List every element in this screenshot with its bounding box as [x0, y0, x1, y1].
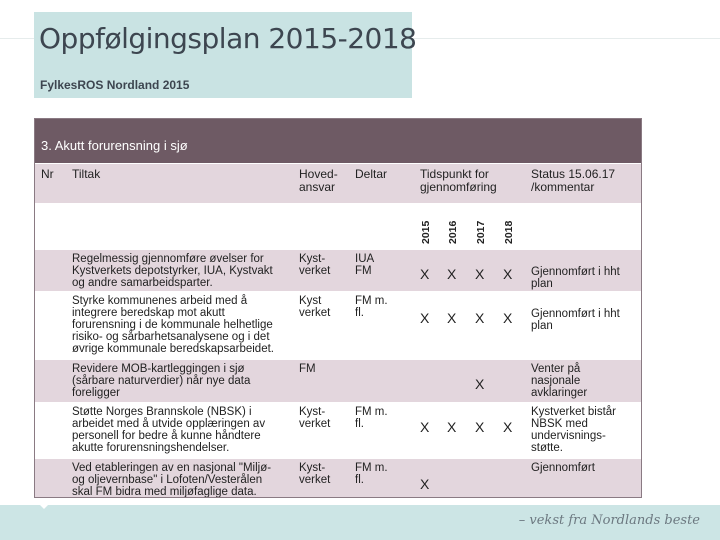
hovedansvar-text: Kyst- verket	[299, 253, 331, 277]
status-text: Gjennomført i hht plan	[531, 308, 620, 332]
tiltak-text: Styrke kommunenes arbeid med å integrere beredskap mot akutt forurensning i de kommunale helhetlige risiko- og sårbarhetsanalysene og i det øvrige kommunale beredskapsarbeidet.	[72, 295, 274, 355]
status-text: Gjennomført	[531, 462, 595, 474]
year-label: 2018	[503, 220, 515, 244]
col-header-status: Status 15.06.17 /kommentar	[531, 167, 616, 194]
deltar-text: FM m. fl.	[355, 295, 388, 319]
follow-up-table	[34, 118, 642, 498]
year-mark: X	[447, 419, 457, 435]
table-row	[35, 359, 641, 402]
year-mark: X	[420, 310, 430, 326]
year-mark: X	[475, 310, 485, 326]
section-title: 3. Akutt forurensning i sjø	[41, 138, 188, 153]
col-header-hovedansvar: Hoved- ansvar	[299, 167, 338, 194]
deltar-text: FM m. fl.	[355, 406, 388, 430]
table-row	[35, 402, 641, 458]
hovedansvar-text: FM	[299, 363, 316, 375]
page-subtitle: FylkesROS Nordland 2015	[40, 78, 190, 92]
table-row	[35, 291, 641, 359]
hovedansvar-text: Kyst- verket	[299, 406, 331, 430]
year-mark: X	[420, 266, 430, 282]
footer-band	[0, 505, 720, 540]
tiltak-text: Revidere MOB-kartleggingen i sjø (sårbare naturverdier) når nye data foreligger	[72, 363, 251, 399]
year-label: 2017	[475, 220, 487, 244]
tiltak-text: Ved etableringen av en nasjonal "Miljø- og oljevernbase" i Lofoten/Vesterålen skal FM bidra med miljøfaglige data.	[72, 462, 272, 498]
year-label: 2015	[420, 220, 432, 244]
title-banner	[34, 12, 417, 98]
year-mark: X	[475, 419, 485, 435]
section-header	[35, 119, 642, 163]
year-mark: X	[503, 419, 513, 435]
page-title: Oppfølgingsplan 2015-2018	[39, 22, 417, 55]
year-mark: X	[475, 376, 485, 392]
status-text: Gjennomført i hht plan	[531, 266, 620, 290]
year-mark: X	[503, 310, 513, 326]
tiltak-text: Regelmessig gjennomføre øvelser for Kystverkets depotstyrker, IUA, Kystvakt og andre samarbeidsparter.	[72, 253, 273, 289]
footer-slogan: – vekst fra Nordlands beste	[518, 513, 700, 528]
col-header-deltar: Deltar	[355, 167, 388, 181]
col-header-nr: Nr	[41, 167, 54, 181]
year-mark: X	[447, 310, 457, 326]
year-label: 2016	[447, 220, 459, 244]
hovedansvar-text: Kyst- verket	[299, 462, 331, 486]
col-header-tiltak: Tiltak	[72, 167, 101, 181]
hovedansvar-text: Kyst verket	[299, 295, 331, 319]
table-row	[35, 249, 641, 291]
tiltak-text: Støtte Norges Brannskole (NBSK) i arbeidet med å utvide opplæringen av personell for bedre å kunne håndtere akutte forurensningshendelser.	[72, 406, 266, 454]
year-mark: X	[475, 266, 485, 282]
status-text: Kystverket bistår NBSK med undervisnings- støtte.	[531, 406, 616, 454]
footer-notch	[34, 499, 54, 509]
column-header-row	[35, 163, 641, 203]
years-row	[35, 203, 641, 249]
year-mark: X	[420, 476, 430, 492]
year-mark: X	[447, 266, 457, 282]
table-row	[35, 458, 641, 498]
col-header-tidspunkt: Tidspunkt for gjennomføring	[420, 167, 497, 194]
deltar-text: IUA FM	[355, 253, 375, 277]
year-mark: X	[503, 266, 513, 282]
deltar-text: FM m. fl.	[355, 462, 388, 486]
year-mark: X	[420, 419, 430, 435]
status-text: Venter på nasjonale avklaringer	[531, 363, 588, 399]
